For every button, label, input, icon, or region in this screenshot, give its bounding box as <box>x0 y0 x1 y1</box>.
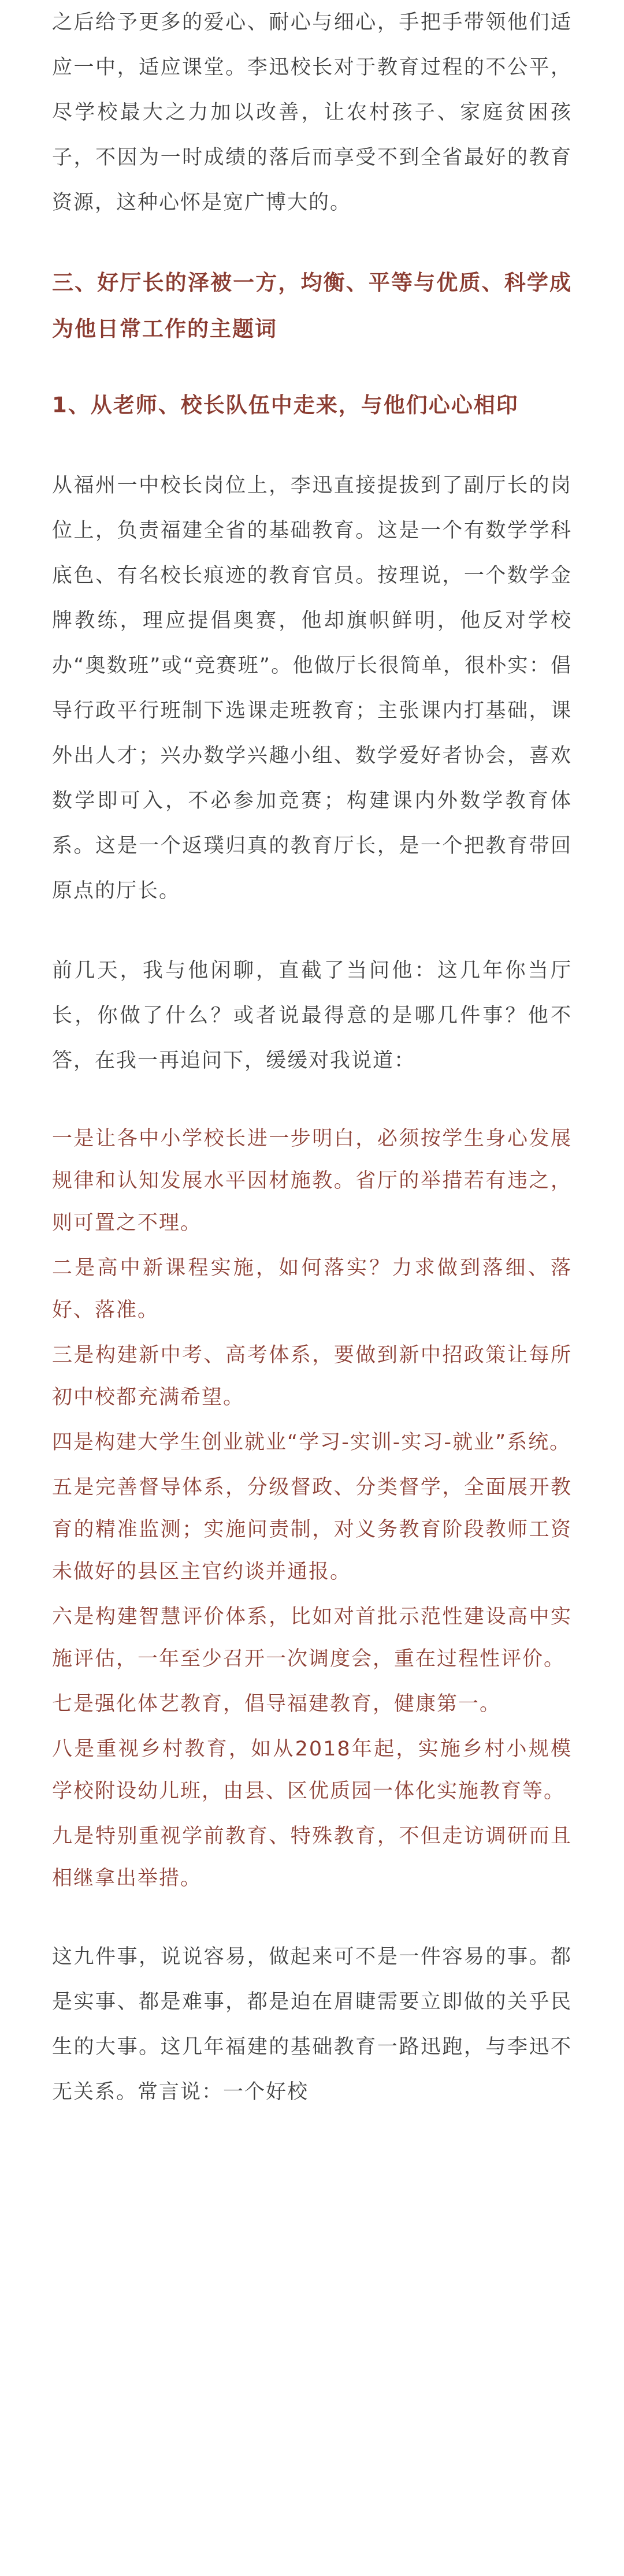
section-heading: 三、好厅长的泽被一方，均衡、平等与优质、科学成为他日常工作的主题词 <box>52 270 572 341</box>
list-item: 二是高中新课程实施，如何落实？力求做到落细、落好、落准。 <box>52 1257 572 1322</box>
list-item: 六是构建智慧评价体系，比如对首批示范性建设高中实施评估，一年至少召开一次调度会，重在过程性评价。 <box>52 1605 572 1671</box>
list-item: 八是重视乡村教育，如从2018年起，实施乡村小规模学校附设幼儿班，由县、区优质园一体化实施教育等。 <box>52 1738 572 1803</box>
list-item: 五是完善督导体系，分级督政、分类督学，全面展开教育的精准监测；实施问责制，对义务教育阶段教师工资未做好的县区主官约谈并通报。 <box>52 1476 572 1583</box>
sub-heading: 1、从老师、校长队伍中走来，与他们心心相印 <box>52 393 519 417</box>
spacer <box>52 1083 572 1118</box>
intro-paragraph: 之后给予更多的爱心、耐心与细心，手把手带领他们适应一中，适应课堂。李迅校长对于教育过程的不公平，尽学校最大之力加以改善，让农村孩子、家庭贫困孩子，不因为一时成绩的落后而享受不到全省最好的教育资源，这种心怀是宽广博大的。 <box>52 11 572 214</box>
spacer <box>52 1900 572 1934</box>
list-item: 九是特别重视学前教育、特殊教育，不但走访调研而且相继拿出举措。 <box>52 1825 572 1890</box>
spacer <box>52 914 572 948</box>
list-item: 四是构建大学生创业就业“学习-实训-实习-就业”系统。 <box>52 1431 571 1454</box>
spacer <box>52 225 572 260</box>
list-item: 一是让各中小学校长进一步明白，必须按学生身心发展规律和认知发展水平因材施教。省厅的举措若有违之，则可置之不理。 <box>52 1127 572 1235</box>
paragraph-appointment: 从福州一中校长岗位上，李迅直接提拔到了副厅长的岗位上，负责福建全省的基础教育。这是一个有数学学科底色、有名校长痕迹的教育官员。按理说，一个数学金牌教练，理应提倡奥赛，他却旗帜鲜明，他反对学校办“奥数班”或“竞赛班”。他做厅长很简单，很朴实：倡导行政平行班制下选课走班教育；主张课内打基础，课外出人才；兴办数学兴趣小组、数学爱好者协会，喜欢数学即可入，不必参加竞赛；构建课内外数学教育体系。这是一个返璞归真的教育厅长，是一个把教育带回原点的厅长。 <box>52 474 572 903</box>
list-item: 七是强化体艺教育，倡导福建教育，健康第一。 <box>52 1693 502 1716</box>
paragraph-conversation: 前几天，我与他闲聊，直截了当问他：这几年你当厅长，你做了什么？或者说最得意的是哪几件事？他不答，在我一再追问下，缓缓对我说道： <box>52 959 572 1072</box>
spacer <box>52 352 572 382</box>
paragraph-summary: 这九件事，说说容易，做起来可不是一件容易的事。都是实事、都是难事，都是迫在眉睫需要立即做的关乎民生的大事。这几年福建的基础教育一路迅跑，与李迅不无关系。常言说：一个好校 <box>52 1945 572 2104</box>
nine-things-list <box>52 1118 572 1900</box>
spacer <box>52 428 572 463</box>
list-item: 三是构建新中考、高考体系，要做到新中招政策让每所初中校都充满希望。 <box>52 1344 572 1409</box>
